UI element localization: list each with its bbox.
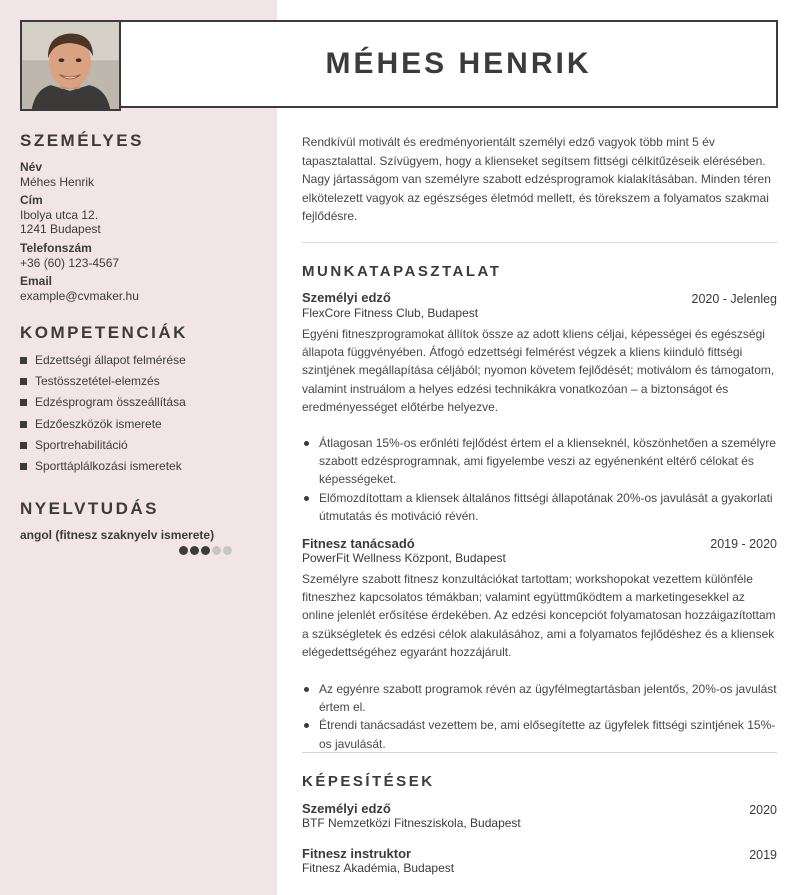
skills-list	[20, 352, 186, 479]
section-divider	[302, 242, 777, 243]
qualification-title: Személyi edző	[302, 801, 391, 816]
qualifications-section-title: KÉPESÍTÉSEK	[302, 773, 435, 790]
qualification-title: Fitnesz instruktor	[302, 846, 412, 861]
achievement-item: Előmozdítottam a kliensek általános fittségi állapotának 20%-os javulását a gyakorlati útmutatás és motiváció révén.	[302, 489, 778, 525]
address-label: Cím	[20, 193, 43, 207]
level-dot-empty	[223, 546, 232, 555]
square-bullet-icon	[20, 442, 27, 449]
level-dot-empty	[212, 546, 221, 555]
job-title: Fitnesz tanácsadó	[302, 536, 415, 551]
address-line1: Ibolya utca 12.	[20, 208, 99, 222]
skill-item: Sportrehabilitáció	[20, 437, 186, 458]
job-title: Személyi edző	[302, 290, 391, 305]
skill-item: Edzőeszközök ismerete	[20, 416, 186, 437]
languages-section-title: NYELVTUDÁS	[20, 499, 159, 518]
profile-summary: Rendkívül motivált és eredményorientált személyi edző vagyok több mint 5 év tapasztalattal. Szívügyem, hogy a klienseket segítsem fittségi célkitűzéseik elérésében. Nagy jártasságom van személyre szabott edzésprogramok kialakításában. Minden téren elkötelezett vagyok az egészséges életmód mellett, és törekszem a folyamatos szakmai fejlődésre.	[302, 135, 771, 223]
job-date: 2019 - 2020	[710, 537, 777, 551]
job-date: 2020 - Jelenleg	[691, 292, 777, 306]
section-divider	[302, 752, 777, 753]
email-value[interactable]: example@cvmaker.hu	[20, 289, 139, 303]
qualification-org: Fitnesz Akadémia, Budapest	[302, 861, 455, 875]
skill-item: Edzettségi állapot felmérése	[20, 352, 186, 373]
achievement-item: Az egyénre szabott programok révén az ügyfélmegtartásban jelentős, 20%-os javulást értem el.	[302, 680, 778, 716]
profile-photo	[20, 20, 121, 111]
experience-section-title: MUNKATAPASZTALAT	[302, 263, 502, 280]
email-label: Email	[20, 274, 53, 288]
language-name: angol (fitnesz szaknyelv ismerete)	[20, 528, 215, 542]
job-org: FlexCore Fitness Club, Budapest	[302, 306, 479, 320]
skill-item: Sporttáplálkozási ismeretek	[20, 458, 186, 479]
achievement-item: Átlagosan 15%-os erőnléti fejlődést értem el a klienseknél, köszönhetően a személyre szabott edzésprogramnak, ami figyelembe veszi az egyénenként eltérő célokat és képességeket.	[302, 434, 778, 489]
portrait-image	[22, 22, 119, 109]
skill-item: Edzésprogram összeállítása	[20, 394, 186, 415]
phone-value: +36 (60) 123-4567	[20, 256, 120, 270]
language-level-rating	[179, 546, 232, 555]
square-bullet-icon	[20, 421, 27, 428]
skill-item: Testösszetétel-elemzés	[20, 373, 186, 394]
name-label: Név	[20, 160, 43, 174]
achievement-item: Étrendi tanácsadást vezettem be, ami elősegítette az ügyfelek fittségi szintjének 15%-os javulását.	[302, 716, 778, 752]
qualification-year: 2019	[749, 848, 777, 862]
qualification-org: BTF Nemzetközi Fitnesziskola, Budapest	[302, 816, 521, 830]
name-value: Méhes Henrik	[20, 175, 95, 189]
qualification-year: 2020	[749, 803, 777, 817]
skills-section-title: KOMPETENCIÁK	[20, 323, 188, 342]
job-achievements	[302, 680, 778, 753]
job-achievements	[302, 434, 778, 525]
square-bullet-icon	[20, 399, 27, 406]
personal-section-title: SZEMÉLYES	[20, 131, 144, 150]
phone-label: Telefonszám	[20, 241, 92, 255]
square-bullet-icon	[20, 463, 27, 470]
address-line2: 1241 Budapest	[20, 222, 101, 236]
job-org: PowerFit Wellness Központ, Budapest	[302, 551, 506, 565]
level-dot-filled	[190, 546, 199, 555]
name-header	[119, 20, 778, 108]
person-name: MÉHES HENRIK	[325, 47, 592, 80]
square-bullet-icon	[20, 357, 27, 364]
job-description: Személyre szabott fitnesz konzultációkat tartottam; workshopokat vezettem különféle fitneszhez kapcsolatos témákban; valamint együttműködtem a marketingesekkel az online jelenlét erősítése érdekében. Az edzési koncepciót folyamatosan hozzáigazítottam a szükségletek és edzési célok alakulásához, ami a folyamatos fejlődéshez és a kliensek elégedettségéhez egyaránt hozzájárult.	[302, 572, 776, 659]
level-dot-filled	[179, 546, 188, 555]
square-bullet-icon	[20, 378, 27, 385]
job-description: Egyéni fitneszprogramokat állítok össze az adott kliens céljai, képességei és egészségi állapota függvényében. Átfogó edzettségi felmérést végzek a kliens kiinduló fittségi szintjének megállapítása céljából; nyomon követem fejlődését; motiválom és támogatom, valamint instruálom a helyes edzési technikákra vonatkozóan – a biztonságot és eredményességet előtérbe helyezve.	[302, 327, 775, 414]
level-dot-filled	[201, 546, 210, 555]
